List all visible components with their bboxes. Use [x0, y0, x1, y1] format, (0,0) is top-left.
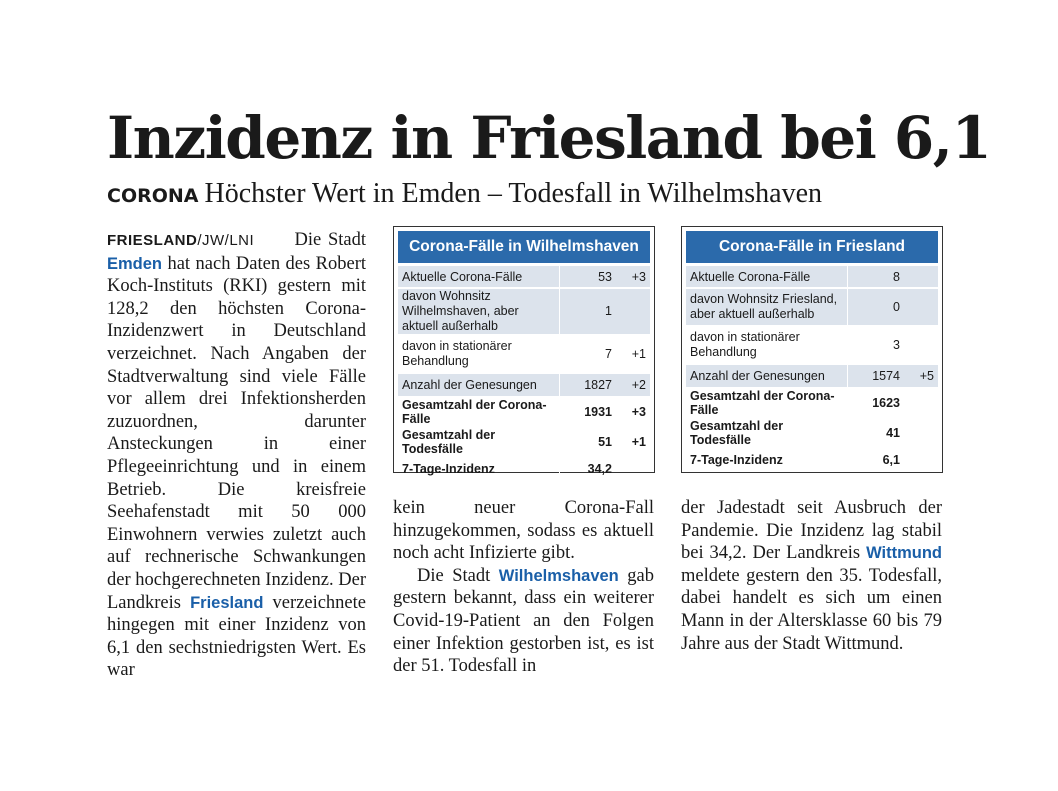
article-column-2 [393, 497, 654, 678]
row-change [904, 389, 938, 417]
row-label: davon in stationärer Behandlung [402, 339, 512, 368]
table-row [686, 365, 938, 387]
row-value: 1623 [847, 389, 904, 417]
row-label: Anzahl der Genesungen [398, 374, 559, 396]
row-label: Anzahl der Genesungen [686, 365, 847, 387]
table-row [398, 374, 650, 396]
table-row [686, 289, 938, 325]
row-label: 7-Tage-Inzidenz [402, 462, 495, 476]
row-value: 53 [559, 266, 616, 287]
table-row [686, 449, 938, 471]
stats-box-friesland [681, 226, 943, 473]
col1-text-1: Die Stadt [294, 230, 366, 250]
col2-text-3: gab gestern bekannt, dass ein weiterer Covid-19-Patient an den Folgen einer Infektion gestorben ist, es ist der 51. Todesfall in [393, 565, 654, 677]
article-column-3 [681, 497, 942, 655]
table-row [686, 327, 938, 363]
col3-text-1: der Jadestadt seit Ausbruch der Pandemie. Die Inzidenz lag stabil bei 34,2. Der Landkreis [681, 498, 942, 564]
row-value: 0 [847, 289, 904, 325]
table-row [398, 266, 650, 287]
row-value: 51 [559, 428, 616, 456]
row-change: +1 [631, 435, 646, 449]
row-change [904, 266, 938, 287]
table-row [686, 266, 938, 287]
row-value: 6,1 [847, 449, 904, 471]
row-value: 1 [559, 289, 616, 334]
table-row [398, 428, 650, 456]
row-value: 1827 [559, 374, 616, 396]
col2-paragraph-1: kein neuer Corona-Fall hinzugekommen, sodass es aktuell noch acht Infizierte gibt. [393, 498, 654, 564]
row-change: +2 [616, 374, 650, 396]
row-change [904, 449, 938, 471]
table-row [398, 398, 650, 426]
row-change: +1 [631, 346, 646, 361]
stats-table [686, 264, 938, 473]
row-value: 1574 [847, 365, 904, 387]
row-label: Gesamtzahl der Corona-Fälle [402, 398, 547, 426]
col3-text-2: meldete gestern den 35. Todesfall, dabei handelt es sich um einen Mann in der Altersklasse 60 bis 79 Jahre aus der Stadt Wittmund. [681, 565, 942, 654]
row-change: +3 [631, 405, 646, 419]
row-change [904, 327, 938, 363]
table-row [398, 336, 650, 372]
table-row [686, 389, 938, 417]
row-label: Aktuelle Corona-Fälle [398, 266, 559, 287]
row-change [616, 289, 650, 334]
dateline-place: FRIESLAND [107, 232, 198, 249]
dateline-agency: /JW/LNI [197, 232, 255, 249]
row-label: davon Wohnsitz Friesland, aber aktuell außerhalb [686, 289, 847, 325]
row-label: Gesamtzahl der Todesfälle [402, 428, 496, 456]
col2-text-2: Die Stadt [417, 565, 491, 586]
row-change [904, 289, 938, 325]
row-label: Aktuelle Corona-Fälle [686, 266, 847, 287]
row-change [904, 419, 938, 447]
row-change [616, 458, 650, 480]
headline: Inzidenz in Friesland bei 6,1 [107, 104, 991, 172]
row-change: +5 [904, 365, 938, 387]
article-column-1 [107, 229, 366, 682]
table-row [398, 289, 650, 334]
row-value: 3 [847, 327, 904, 363]
subheadline: Höchster Wert in Emden – Todesfall in Wilhelmshaven [204, 178, 823, 209]
table-row [686, 419, 938, 447]
place-wilhelmshaven: Wilhelmshaven [498, 566, 619, 585]
place-emden: Emden [107, 254, 163, 273]
row-value: 8 [847, 266, 904, 287]
col1-text-3: verzeichnete hingegen mit einer Inzidenz von 6,1 den sechstniedrigsten Wert. Es war [107, 592, 366, 681]
row-change: +3 [616, 266, 650, 287]
row-value: 34,2 [559, 458, 616, 480]
row-value: 1931 [559, 398, 616, 426]
subheadline-row [107, 178, 822, 210]
place-wittmund: Wittmund [866, 544, 943, 563]
row-label: davon in stationärer Behandlung [690, 330, 800, 359]
stats-table [398, 264, 650, 482]
col1-text-2: hat nach Daten des Robert Koch-Instituts (RKI) gestern mit 128,2 den höchsten Corona-Inzidenzwert in Deutschland verzeichnet. Nach Angaben der Stadtverwaltung sind viele Fälle vor allem drei Infektionsherden zuzuordnen, darunter Ansteckungen in einer Pflegeeinrichtung und in einem Betrieb. Die kreisfreie Seehafenstadt mit 50 000 Einwohnern verwies zuletzt auch auf rechnerische Schwankungen der hochgerechneten Inzidenz. Der Landkreis [107, 253, 366, 613]
stats-box-wilhelmshaven [393, 226, 655, 476]
row-value: 41 [847, 419, 904, 447]
place-friesland: Friesland [190, 593, 264, 612]
box-title: Corona-Fälle in Wilhelmshaven [398, 231, 650, 263]
row-value: 7 [559, 336, 616, 372]
kicker: CORONA [107, 185, 199, 207]
row-label: 7-Tage-Inzidenz [690, 453, 783, 467]
box-title: Corona-Fälle in Friesland [686, 231, 938, 263]
row-label: Gesamtzahl der Todesfälle [690, 419, 784, 447]
dateline [107, 232, 254, 249]
table-row [398, 458, 650, 480]
row-label: Gesamtzahl der Corona-Fälle [690, 389, 835, 417]
row-label: davon Wohnsitz Wilhelmshaven, aber aktuell außerhalb [398, 289, 559, 334]
